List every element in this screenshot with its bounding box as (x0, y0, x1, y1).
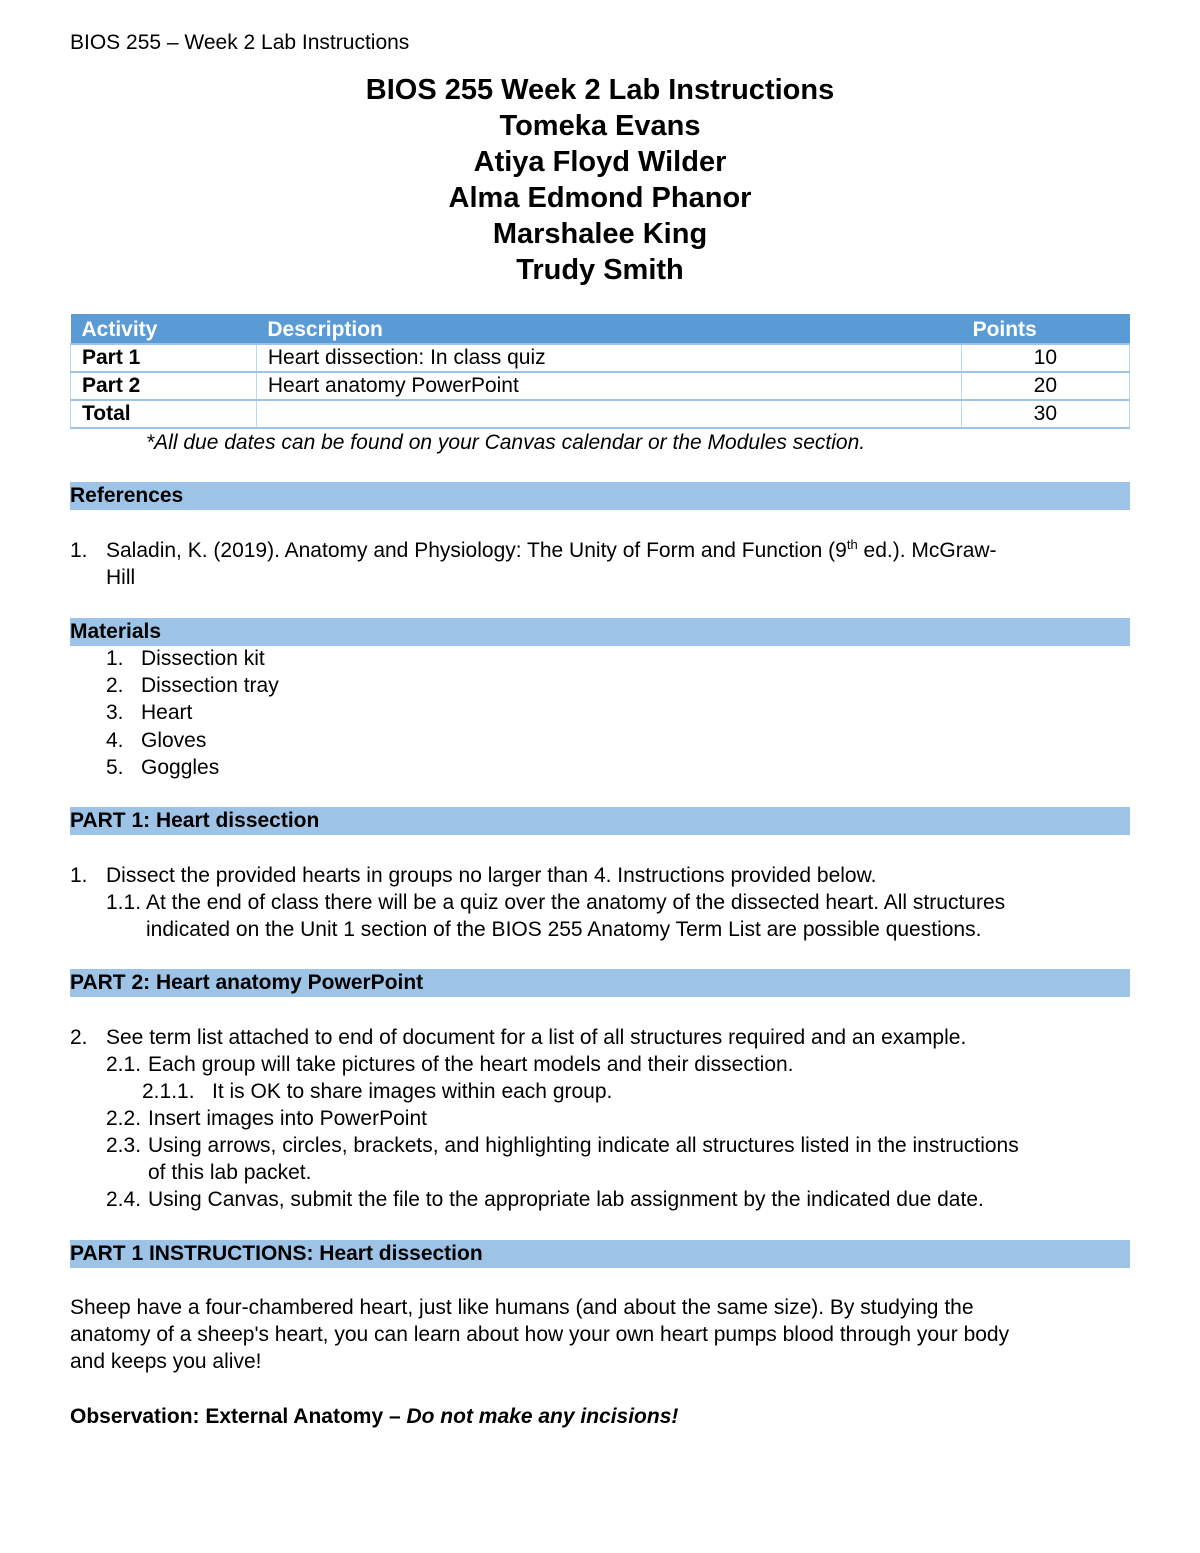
description-cell (256, 400, 961, 428)
list-number: 4. (106, 729, 124, 752)
instruction-subitem: Insert images into PowerPoint (148, 1107, 427, 1130)
title-line: BIOS 255 Week 2 Lab Instructions (365, 74, 835, 106)
instruction-subitem-continuation: of this lab packet. (148, 1161, 312, 1184)
table-row (71, 372, 1130, 400)
description-cell: Heart anatomy PowerPoint (256, 372, 961, 400)
author-name: Atiya Floyd Wilder (473, 146, 727, 178)
document-title (0, 72, 1200, 288)
reference-text: Saladin, K. (2019). Anatomy and Physiology: The Unity of Form and Function (9 (106, 539, 847, 562)
reference-superscript: th (846, 537, 858, 552)
section-heading-references: References (70, 482, 1130, 510)
instruction-item: Dissect the provided hearts in groups no larger than 4. Instructions provided below. (106, 864, 877, 887)
points-cell: 20 (962, 372, 1130, 400)
list-number: 3. (106, 701, 124, 724)
list-number: 2.3. (106, 1134, 142, 1157)
table-row (71, 400, 1130, 428)
list-number: 1. (70, 864, 88, 887)
instruction-item: See term list attached to end of document for a list of all structures required and an example. (106, 1026, 967, 1049)
description-cell: Heart dissection: In class quiz (256, 344, 961, 372)
instruction-subitem: At the end of class there will be a quiz over the anatomy of the dissected heart. All structures (146, 891, 1006, 914)
points-cell: 30 (962, 400, 1130, 428)
reference-continuation: Hill (106, 566, 136, 589)
instruction-subitem: Each group will take pictures of the heart models and their dissection. (148, 1053, 794, 1076)
paragraph-line: anatomy of a sheep's heart, you can learn about how your own heart pumps blood through your body (70, 1323, 1010, 1346)
author-name: Trudy Smith (516, 254, 684, 286)
list-number: 2.1. (106, 1053, 142, 1076)
table-header-row (71, 316, 1130, 345)
paragraph-line: Sheep have a four-chambered heart, just like humans (and about the same size). By studying the (70, 1296, 974, 1319)
list-number: 2.1.1. (142, 1080, 195, 1103)
activity-cell: Total (71, 400, 257, 428)
material-item: Heart (141, 701, 193, 724)
author-name: Tomeka Evans (499, 110, 701, 142)
observation-heading (70, 1403, 678, 1430)
section-heading-part1: PART 1: Heart dissection (70, 807, 1130, 835)
section-heading-materials: Materials (70, 618, 1130, 646)
activity-cell: Part 2 (71, 372, 257, 400)
due-date-note: *All due dates can be found on your Canvas calendar or the Modules section. (146, 431, 866, 454)
instruction-subitem: Using Canvas, submit the file to the appropriate lab assignment by the indicated due date. (148, 1188, 984, 1211)
list-number: 5. (106, 756, 124, 779)
column-header: Description (256, 316, 961, 345)
list-number: 2.2. (106, 1107, 142, 1130)
reference-item (106, 537, 997, 564)
paragraph-line: and keeps you alive! (70, 1350, 262, 1373)
material-item: Dissection tray (141, 674, 279, 697)
reference-number: 1. (70, 539, 88, 562)
grading-table (70, 314, 1130, 429)
author-name: Marshalee King (492, 218, 708, 250)
material-item: Goggles (141, 756, 220, 779)
column-header: Points (962, 316, 1130, 345)
list-number: 2. (106, 674, 124, 697)
instruction-subitem: Using arrows, circles, brackets, and highlighting indicate all structures listed in the instructions (148, 1134, 1019, 1157)
instruction-subsubitem: It is OK to share images within each group. (212, 1080, 613, 1103)
material-item: Dissection kit (141, 647, 265, 670)
list-number: 1.1. (106, 891, 142, 914)
list-number: 2.4. (106, 1188, 142, 1211)
observation-label: Observation: External Anatomy – (70, 1405, 407, 1428)
section-heading-part1-instructions: PART 1 INSTRUCTIONS: Heart dissection (70, 1240, 1130, 1268)
activity-cell: Part 1 (71, 344, 257, 372)
instruction-subitem-continuation: indicated on the Unit 1 section of the BIOS 255 Anatomy Term List are possible questions. (146, 918, 982, 941)
running-header: BIOS 255 – Week 2 Lab Instructions (70, 31, 410, 54)
list-number: 1. (106, 647, 124, 670)
list-number: 2. (70, 1026, 88, 1049)
column-header: Activity (71, 316, 257, 345)
observation-warning: Do not make any incisions! (406, 1405, 679, 1428)
section-heading-part2: PART 2: Heart anatomy PowerPoint (70, 969, 1130, 997)
reference-text-end: ed.). McGraw- (857, 539, 997, 562)
material-item: Gloves (141, 729, 207, 752)
points-cell: 10 (962, 344, 1130, 372)
table-row (71, 344, 1130, 372)
author-name: Alma Edmond Phanor (448, 182, 752, 214)
